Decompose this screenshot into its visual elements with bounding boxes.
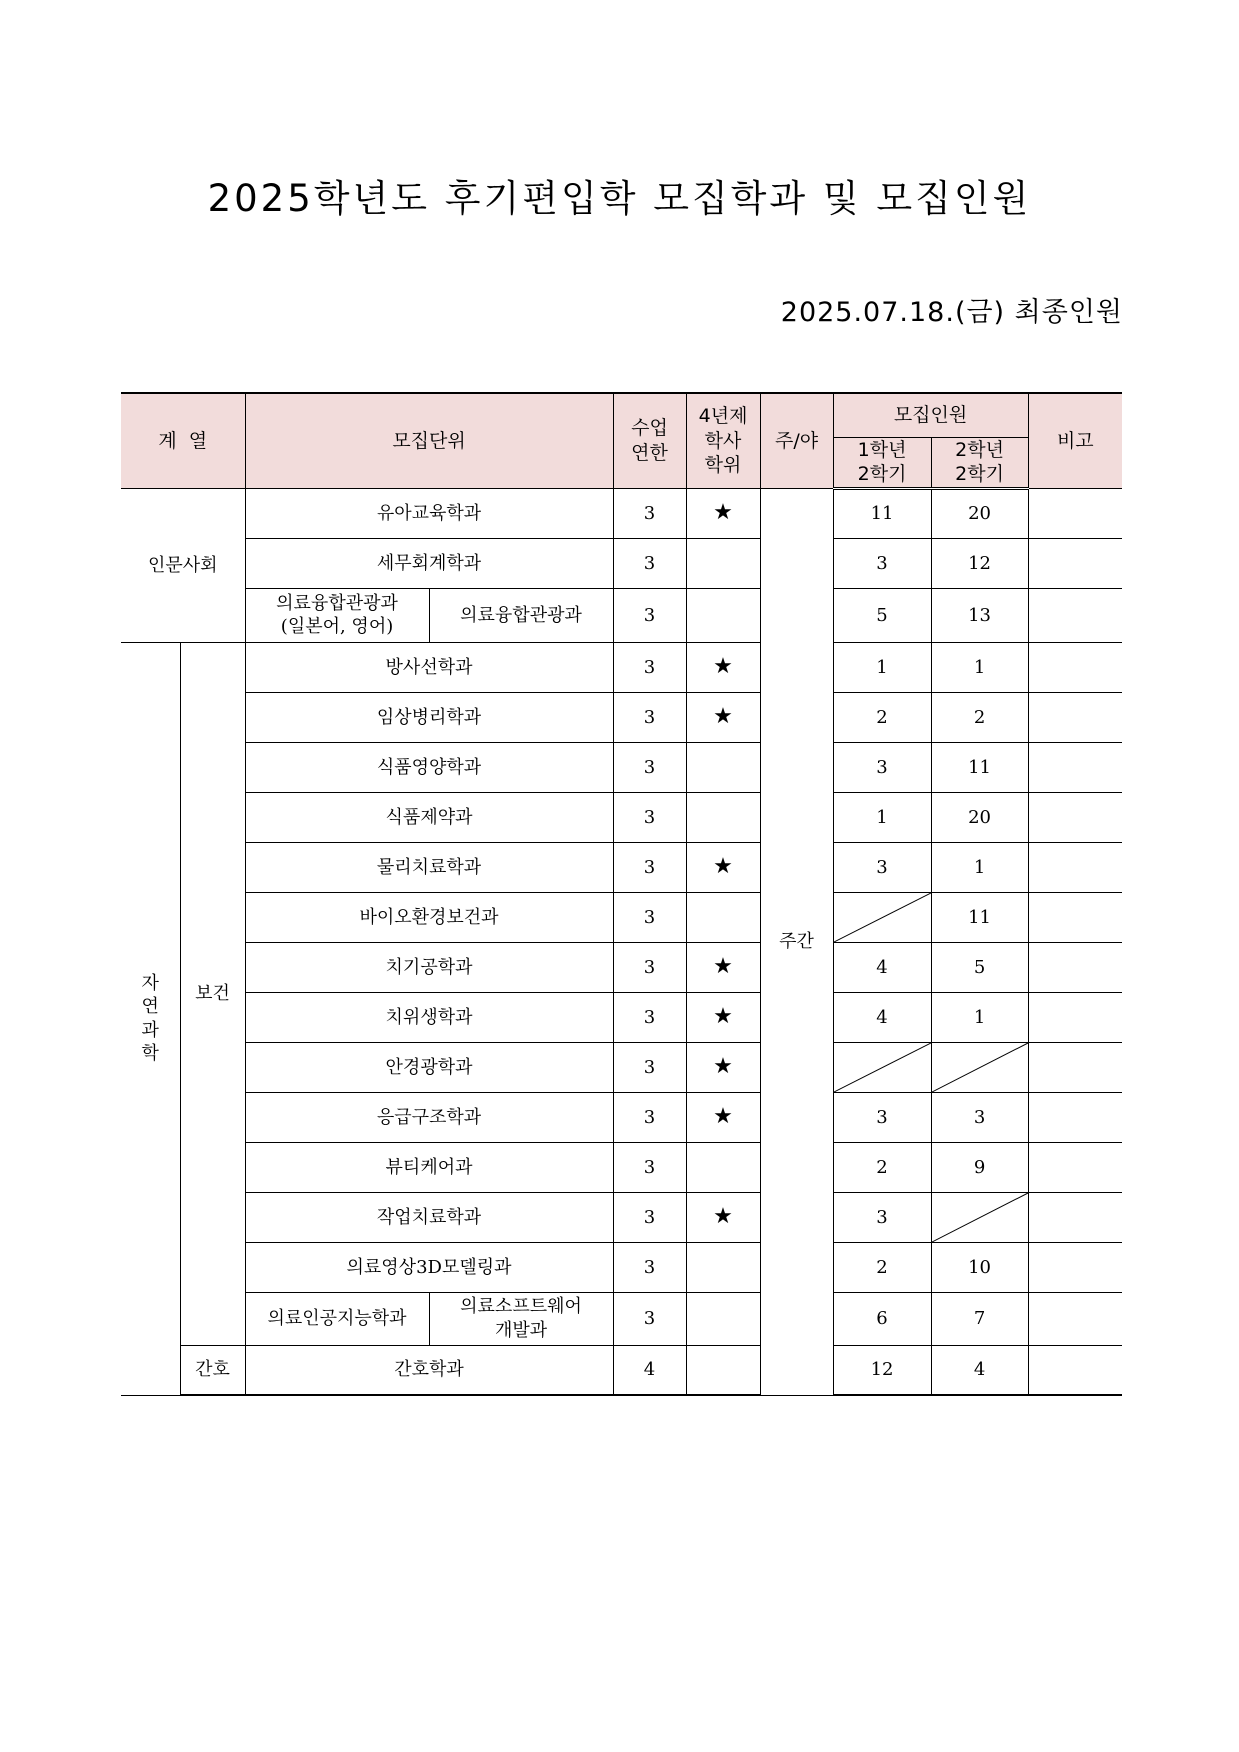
degree-star: ★	[686, 992, 760, 1042]
header-remarks: 비고	[1028, 393, 1122, 488]
degree-star	[686, 892, 760, 942]
years-cell: 3	[613, 1042, 686, 1092]
remarks-cell	[1028, 642, 1122, 692]
unit-name: 식품영양학과	[245, 742, 613, 792]
unit-name: 뷰티케어과	[245, 1142, 613, 1192]
remarks-cell	[1028, 692, 1122, 742]
header-unit: 모집단위	[245, 393, 613, 488]
degree-star	[686, 588, 760, 642]
years-cell: 3	[613, 1142, 686, 1192]
y1-count: 2	[833, 1242, 931, 1292]
y1-count: 2	[833, 692, 931, 742]
years-cell: 3	[613, 942, 686, 992]
y1-count: 3	[833, 742, 931, 792]
years-cell: 3	[613, 742, 686, 792]
y2-count: 20	[931, 488, 1028, 538]
degree-star	[686, 1345, 760, 1395]
y1-count: 1	[833, 792, 931, 842]
years-cell: 3	[613, 488, 686, 538]
unit-name: 의료영상3D모델링과	[245, 1242, 613, 1292]
y2-count: 11	[931, 892, 1028, 942]
remarks-cell	[1028, 1142, 1122, 1192]
remarks-cell	[1028, 1292, 1122, 1345]
y2-count-empty	[931, 1042, 1028, 1092]
group-nursing: 간호	[180, 1345, 245, 1395]
header-series: 계 열	[121, 393, 245, 488]
table-row	[121, 642, 1122, 692]
y1-count: 5	[833, 588, 931, 642]
unit-name: 의료인공지능학과	[245, 1292, 429, 1345]
degree-star: ★	[686, 1092, 760, 1142]
years-cell: 3	[613, 792, 686, 842]
remarks-cell	[1028, 588, 1122, 642]
table-row	[121, 1345, 1122, 1395]
table-row	[121, 842, 1122, 892]
degree-star	[686, 792, 760, 842]
unit-name: 치위생학과	[245, 992, 613, 1042]
y1-count: 3	[833, 1192, 931, 1242]
y1-count-empty	[833, 892, 931, 942]
remarks-cell	[1028, 1042, 1122, 1092]
unit-name: 치기공학과	[245, 942, 613, 992]
y2-count: 11	[931, 742, 1028, 792]
y2-count: 1	[931, 842, 1028, 892]
header-degree: 4년제 학사 학위	[686, 393, 760, 488]
degree-star: ★	[686, 692, 760, 742]
table-row	[121, 942, 1122, 992]
unit-subname: 의료소프트웨어 개발과	[429, 1292, 613, 1345]
degree-star: ★	[686, 942, 760, 992]
years-cell: 3	[613, 842, 686, 892]
y2-count: 20	[931, 792, 1028, 842]
y2-count: 7	[931, 1292, 1028, 1345]
table-row	[121, 892, 1122, 942]
years-cell: 3	[613, 642, 686, 692]
day-night-cell: 주간	[760, 488, 833, 1395]
y2-count-empty	[931, 1192, 1028, 1242]
y1-count: 11	[833, 488, 931, 538]
years-cell: 3	[613, 692, 686, 742]
table-row	[121, 1142, 1122, 1192]
y1-count-empty	[833, 1042, 931, 1092]
y2-count: 10	[931, 1242, 1028, 1292]
remarks-cell	[1028, 792, 1122, 842]
remarks-cell	[1028, 742, 1122, 792]
y2-count: 1	[931, 642, 1028, 692]
y1-count: 2	[833, 1142, 931, 1192]
table-row	[121, 588, 1122, 642]
degree-star	[686, 538, 760, 588]
degree-star	[686, 1142, 760, 1192]
y2-count: 3	[931, 1092, 1028, 1142]
recruitment-table	[121, 392, 1122, 1396]
remarks-cell	[1028, 892, 1122, 942]
years-cell: 3	[613, 1192, 686, 1242]
y2-count: 4	[931, 1345, 1028, 1395]
table-row	[121, 1092, 1122, 1142]
table-row	[121, 792, 1122, 842]
unit-name: 의료융합관광과 (일본어, 영어)	[245, 588, 429, 642]
y1-count: 1	[833, 642, 931, 692]
table-row	[121, 692, 1122, 742]
y1-count: 3	[833, 842, 931, 892]
remarks-cell	[1028, 942, 1122, 992]
group-natural-science: 자 연 과 학	[121, 642, 180, 1395]
unit-name: 바이오환경보건과	[245, 892, 613, 942]
degree-star: ★	[686, 488, 760, 538]
remarks-cell	[1028, 1192, 1122, 1242]
years-cell: 4	[613, 1345, 686, 1395]
degree-star: ★	[686, 1042, 760, 1092]
years-cell: 3	[613, 892, 686, 942]
header-years: 수업 연한	[613, 393, 686, 488]
years-cell: 3	[613, 588, 686, 642]
y2-count: 13	[931, 588, 1028, 642]
y1-count: 4	[833, 942, 931, 992]
degree-star	[686, 742, 760, 792]
degree-star: ★	[686, 842, 760, 892]
unit-name: 세무회계학과	[245, 538, 613, 588]
table-row	[121, 742, 1122, 792]
degree-star: ★	[686, 1192, 760, 1242]
table-row	[121, 1292, 1122, 1345]
years-cell: 3	[613, 1092, 686, 1142]
unit-name: 간호학과	[245, 1345, 613, 1395]
group-humanities: 인문사회	[121, 488, 245, 642]
unit-name: 식품제약과	[245, 792, 613, 842]
date-label: 2025.07.18.(금) 최종인원	[780, 297, 1123, 328]
degree-star	[686, 1292, 760, 1345]
unit-subname: 의료융합관광과	[429, 588, 613, 642]
header-year2-sem2: 2학년 2학기	[931, 437, 1028, 488]
table-row	[121, 538, 1122, 588]
years-cell: 3	[613, 1242, 686, 1292]
unit-name: 작업치료학과	[245, 1192, 613, 1242]
y2-count: 9	[931, 1142, 1028, 1192]
group-health: 보건	[180, 642, 245, 1345]
unit-name: 방사선학과	[245, 642, 613, 692]
table-row	[121, 1192, 1122, 1242]
header-recruit: 모집인원	[833, 393, 1028, 437]
y1-count: 3	[833, 538, 931, 588]
unit-name: 유아교육학과	[245, 488, 613, 538]
remarks-cell	[1028, 488, 1122, 538]
y1-count: 4	[833, 992, 931, 1042]
y1-count: 12	[833, 1345, 931, 1395]
table-row	[121, 488, 1122, 538]
unit-name: 안경광학과	[245, 1042, 613, 1092]
y2-count: 2	[931, 692, 1028, 742]
remarks-cell	[1028, 1092, 1122, 1142]
table-row	[121, 992, 1122, 1042]
remarks-cell	[1028, 842, 1122, 892]
remarks-cell	[1028, 992, 1122, 1042]
page-title: 2025학년도 후기편입학 모집학과 및 모집인원	[207, 177, 1032, 220]
degree-star	[686, 1242, 760, 1292]
y2-count: 5	[931, 942, 1028, 992]
y2-count: 12	[931, 538, 1028, 588]
table-row	[121, 1242, 1122, 1292]
y1-count: 3	[833, 1092, 931, 1142]
years-cell: 3	[613, 1292, 686, 1345]
header-year1-sem2: 1학년 2학기	[833, 437, 931, 488]
y2-count: 1	[931, 992, 1028, 1042]
y1-count: 6	[833, 1292, 931, 1345]
unit-name: 물리치료학과	[245, 842, 613, 892]
remarks-cell	[1028, 538, 1122, 588]
years-cell: 3	[613, 538, 686, 588]
remarks-cell	[1028, 1242, 1122, 1292]
degree-star: ★	[686, 642, 760, 692]
unit-name: 응급구조학과	[245, 1092, 613, 1142]
unit-name: 임상병리학과	[245, 692, 613, 742]
years-cell: 3	[613, 992, 686, 1042]
header-day-night: 주/야	[760, 393, 833, 488]
table-row	[121, 1042, 1122, 1092]
remarks-cell	[1028, 1345, 1122, 1395]
